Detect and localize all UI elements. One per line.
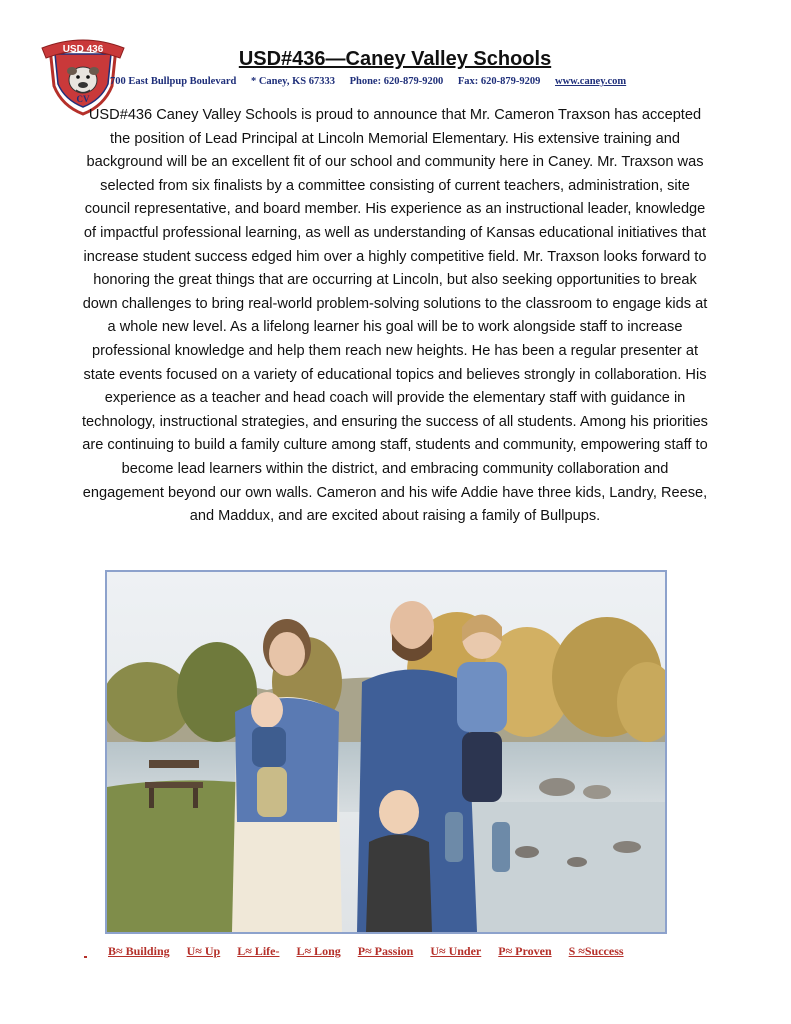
motto-item: B≈ Building	[108, 944, 170, 958]
motto-item: L≈ Long	[296, 944, 341, 958]
fax-text: Fax: 620-879-9209	[457, 76, 541, 87]
motto-item: L≈ Life-	[237, 944, 280, 958]
family-photo	[105, 570, 667, 934]
contact-line	[110, 76, 690, 87]
phone-text: Phone: 620-879-9200	[349, 76, 444, 87]
announcement-body: USD#436 Caney Valley Schools is proud to announce that Mr. Cameron Traxson has accepted the position of Lead Principal at Lincoln Memorial Elementary. His extensive training and background will be an excellent fit of our school and community here in Caney. Mr. Traxson was selected from six finalists by a committee consisting of current teachers, administration, site council representative, and board member. His experience as an instructional leader, knowledge of impactful professional learning, as well as understanding of Kansas educational initiatives that increase student success edged him over a highly competitive field. Mr. Traxson looks forward to honoring the great things that are occurring at Lincoln, but also seeking opportunities to break down challenges to bring real-world problem-solving solutions to the classroom to engage kids at a whole new level. As a lifelong learner his goal will be to work alongside staff to increase professional knowledge and help them reach new heights. He has been a regular presenter at state events focused on a variety of educational topics and believes strongly in collaboration. His experience as a teacher and head coach will provide the elementary staff with guidance in technology, instructional strategies, and ensuring the success of all students. Among his priorities are continuing to build a family culture among staff, students and community, empowering staff to become lead learners within the district, and embracing community collaboration and engagement beyond our own walls. Cameron and his wife Addie have three kids, Landry, Reese, and Maddux, and are excited about raising a family of Bullpups.	[82, 107, 708, 525]
motto-item: U≈ Under	[430, 944, 482, 958]
motto-item: P≈ Passion	[357, 944, 414, 958]
address-text: 700 East Bullpup Boulevard	[110, 76, 237, 87]
website-link[interactable]: www.caney.com	[555, 76, 627, 87]
logo-initials: CV	[76, 94, 90, 104]
motto-item: U≈ Up	[186, 944, 221, 958]
motto-item: P≈ Proven	[498, 944, 552, 958]
motto-item: S ≈Success	[568, 944, 624, 958]
motto-footer	[108, 944, 668, 959]
letterhead-title: USD#436—Caney Valley Schools	[238, 48, 552, 70]
footer-mark	[84, 956, 87, 958]
logo-banner-text: USD 436	[62, 44, 104, 55]
city-text: * Caney, KS 67333	[250, 76, 335, 87]
